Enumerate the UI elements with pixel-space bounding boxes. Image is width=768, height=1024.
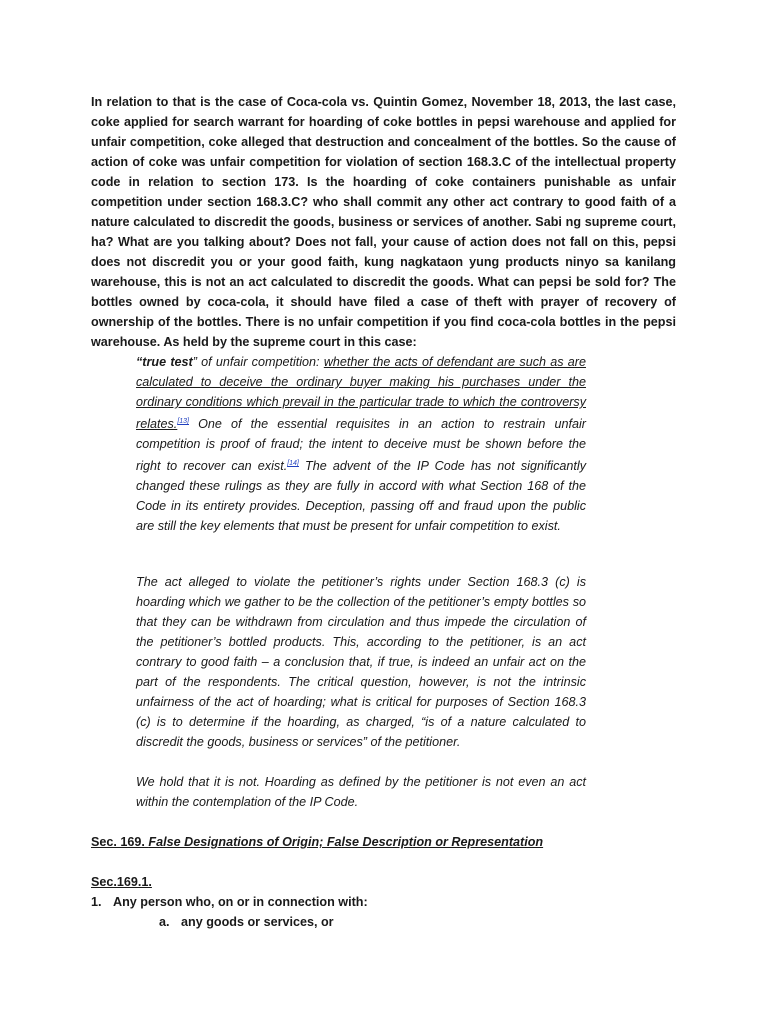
section-169-1-heading: Sec.169.1. xyxy=(91,875,152,889)
section-169-label: Sec. 169. xyxy=(91,835,149,849)
quote-hoarding: The act alleged to violate the petitioner’s rights under Section 168.3 (c) is hoarding which we gather to be the collection of the petitioner’s empty bottles so that they can be withdrawn from circulation and thus impede the circulation of the petitioner’s bottled products. This, according to the petitioner, is an act contrary to good faith – a conclusion that, if true, is indeed an unfair act on the part of the respondents. The critical question, however, is not the intrinsic unfairness of the act of hoarding; what is critical for purposes of Section 168.3 (c) is to determine if the hoarding, as charged, “is of a nature calculated to discredit the goods, business or services” of the petitioner. xyxy=(136,575,586,749)
quote-true-test xyxy=(136,352,586,536)
intro-part2: , the last case, coke applied for search warrant for hoarding of coke bottles in pepsi warehouse and applied for unfair competition, coke alleged that destruction and concealment of the bottles. So the cause of action of coke was unfair competition for violation of section 168.3.C of the intellectual property code in relation to section 173. Is the hoarding of coke containers punishable as unfair competition under section 168.3.C? who shall commit any other act contrary to good faith of a nature calculated to discredit the goods, business or services of another. Sabi ng supreme court, ha? What are you talking about? Does not fall, your cause of action does not fall on this, pepsi does not discredit you or your good faith, kung nagkataon yung products ninyo sa kanilang warehouse, this is not an act calculated to discredit the goods. What can pepsi be sold for? The bottles owned by coca-cola, it should have filed a case of theft with prayer of recovery of ownership of the bottles. There is no unfair competition if you find coca-cola bottles in the pepsi warehouse. As held by the supreme court in this case: xyxy=(91,95,677,349)
list-item-1-text: Any person who, on or in connection with: xyxy=(113,895,368,909)
true-test-lead: “true test xyxy=(136,355,193,369)
intro-paragraph xyxy=(91,92,676,352)
quote1-mid: One of the essential requisites in an action to restrain unfair competition is proof of fraud; the intent to deceive must be shown before the right to recover can exist. xyxy=(136,417,586,474)
list-item-a-text: any goods or services, or xyxy=(181,915,334,929)
intro-part1: In relation to that is the case of xyxy=(91,95,287,109)
list-item-1-number: 1. xyxy=(91,895,102,909)
list-item-a xyxy=(159,912,334,932)
list-item-1 xyxy=(91,892,368,912)
quote1-end: The advent of the IP Code has not significantly changed these rulings as they are fully in accord with what Section 168 of the Code in its entirety provides. Deception, passing off and fraud upon the public are still the key elements that must be present for unfair competition to exist. xyxy=(136,459,586,534)
section-169-heading xyxy=(91,832,543,852)
true-test-definition: whether the acts of defendant are such as are calculated to deceive the ordinary buyer making his purchases under the ordinary conditions which prevail in the particular trade to which the controversy relates. xyxy=(136,355,586,432)
list-item-a-letter: a. xyxy=(159,915,170,929)
true-test-after-lead: ” of unfair competition: xyxy=(192,355,324,369)
quote-holding: We hold that it is not. Hoarding as defined by the petitioner is not even an act within the contemplation of the IP Code. xyxy=(136,775,586,809)
footnote-14-link[interactable]: [14] xyxy=(287,460,299,468)
case-name: Coca-cola vs. Quintin Gomez, November 18, 2013 xyxy=(286,95,588,109)
footnote-13-link[interactable]: [13] xyxy=(177,418,189,425)
section-169-title: False Designations of Origin; False Description or Representation xyxy=(148,835,544,849)
